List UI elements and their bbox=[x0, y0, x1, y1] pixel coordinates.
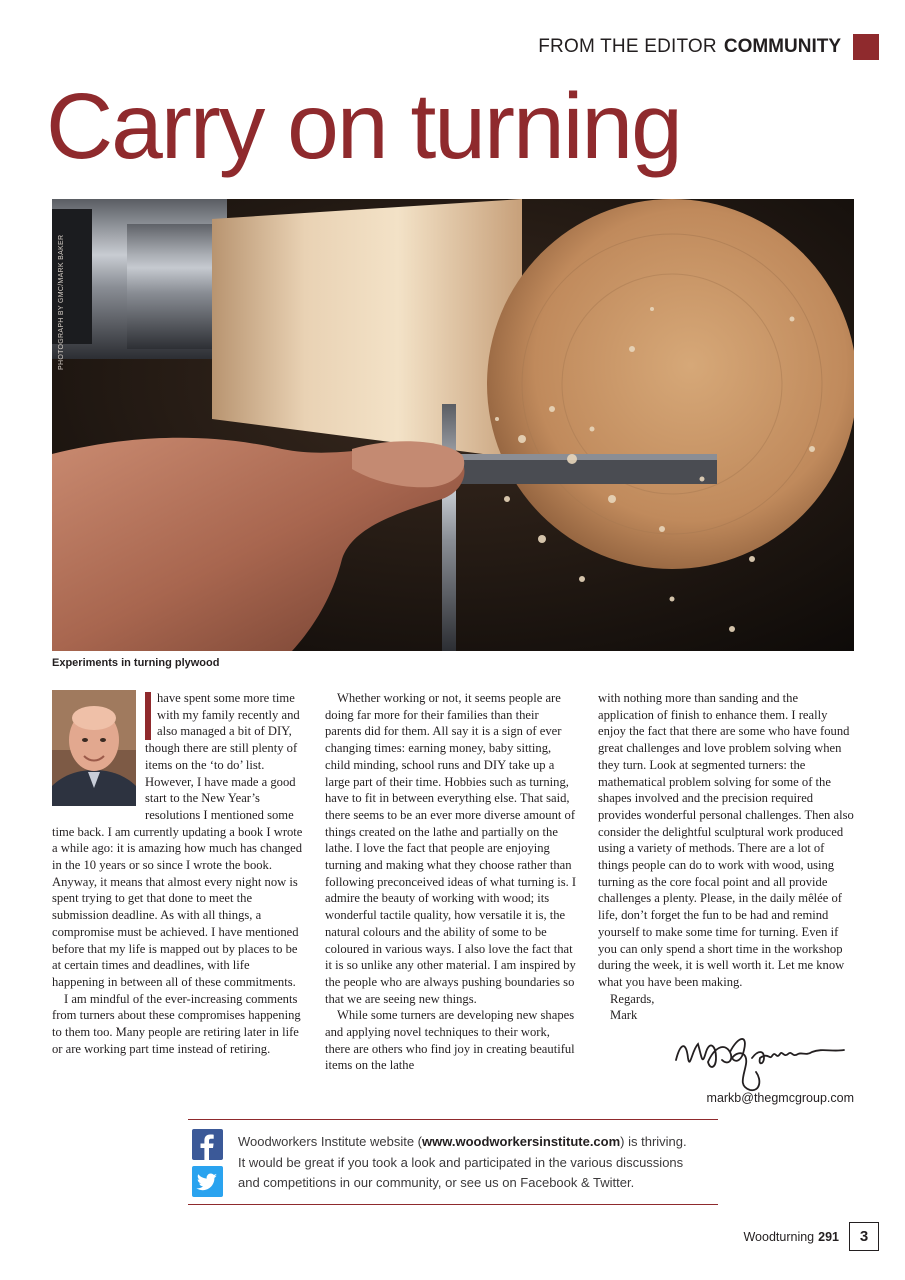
photo-credit: PHOTOGRAPH BY GMC/MARK BAKER bbox=[58, 234, 65, 370]
article-paragraph: While some turners are developing new shapes and applying novel techniques to their work, there are others who find joy in creating beautiful items on the lathe bbox=[325, 1008, 575, 1073]
section-label: FROM THE EDITOR bbox=[538, 36, 717, 57]
page-footer bbox=[743, 1222, 879, 1251]
website-link[interactable]: www.woodworkersinstitute.com bbox=[422, 1134, 621, 1149]
community-info-box bbox=[188, 1119, 718, 1205]
community-info-text bbox=[238, 1132, 718, 1194]
article-paragraph: have spent some more time with my family recently and also managed a bit of DIY, though there are still plenty of items on the ‘to do’ list. However, I have made a good start to the New Year’s resolutions I mentioned some time back. I am currently updating a book I wrote a while ago: it is amazing how much has changed in the 10 years or so since I wrote the book. Anyway, it means that almost every night now is spent trying to get that done to meet the submission deadline. As with all things, a compromise must be achieved. I have mentioned before that my life is mapped out by places to be at certain times and deadlines, with life happening in between all of these commitments. bbox=[52, 691, 303, 989]
issue-number: 291 bbox=[818, 1229, 839, 1244]
editor-portrait bbox=[52, 690, 136, 806]
article-column-2 bbox=[325, 690, 577, 1074]
photo-caption: Experiments in turning plywood bbox=[52, 657, 220, 669]
sign-off-regards: Regards, bbox=[610, 991, 655, 1006]
article-column-3 bbox=[598, 690, 856, 1024]
section-header bbox=[538, 34, 879, 60]
editor-signature bbox=[672, 1030, 847, 1094]
magazine-name: Woodturning bbox=[743, 1229, 815, 1244]
page-title: Carry on turning bbox=[46, 74, 681, 178]
category-label: COMMUNITY bbox=[723, 36, 841, 57]
section-color-swatch bbox=[853, 34, 879, 60]
article-paragraph: with nothing more than sanding and the application of finish to enhance them. I really enjoy the fact that there are some who have found great challenges and love problem solving when they turn. Look at segmented turners: the mathematical problem solving for some of the shapes involved and the precision required provides wonderful personal challenges. Then also consider the delightful sculptural work produced using a variety of methods. There are a lot of things people can do to work with wood, using turning as the core focal point and all provide challenges a plenty. Please, in the daily mêlée of life, don’t forget the fun to be had and remind yourself to make some time for turning. Even if you can only spend a short time in the workshop during the week, it is well worth it. Let me know what you have been making. bbox=[598, 691, 854, 989]
page-number: 3 bbox=[849, 1222, 879, 1251]
article-paragraph: Whether working or not, it seems people are doing far more for their families than their parents did for them. All say it is a sign of ever changing times: earning money, baby sitting, child minding, school runs and DIY take up a large part of their time. Hobbies such as turning, have to fit in between everything else. That said, there seems to be an ever more diverse amount of things created on the lathe and partially on the lathe. I love the fact that people are enjoying turning and making what they choose rather than following preconceived ideas of what turning is. I admire the beauty of working with wood; its wonderful tactile quality, how versatile it is, the natural colours and the ability of some to be coloured in various ways. I also love the fact that it is so unlike any other material. I am inspired by the people who are always pushing boundaries so that we are seeing new things. bbox=[325, 691, 577, 1006]
drop-cap-letter-i bbox=[145, 692, 151, 740]
sign-off-name: Mark bbox=[610, 1008, 638, 1023]
info-line-1-post: ) is thriving. bbox=[620, 1134, 687, 1149]
info-line-3: and competitions in our community, or see us on Facebook & Twitter. bbox=[238, 1175, 635, 1190]
info-line-2: It would be great if you took a look and participated in the various discussions bbox=[238, 1154, 684, 1170]
info-line-1-pre: Woodworkers Institute website ( bbox=[238, 1134, 422, 1149]
facebook-icon[interactable] bbox=[192, 1129, 223, 1160]
lathe-photo bbox=[52, 199, 854, 651]
article-paragraph: I am mindful of the ever-increasing comments from turners about these compromises happening to them too. Many people are retiring later in life or are working part time instead of retiring. bbox=[52, 991, 301, 1056]
editor-email[interactable]: markb@thegmcgroup.com bbox=[706, 1091, 854, 1105]
twitter-icon[interactable] bbox=[192, 1166, 223, 1197]
article-column-1 bbox=[52, 690, 304, 1057]
